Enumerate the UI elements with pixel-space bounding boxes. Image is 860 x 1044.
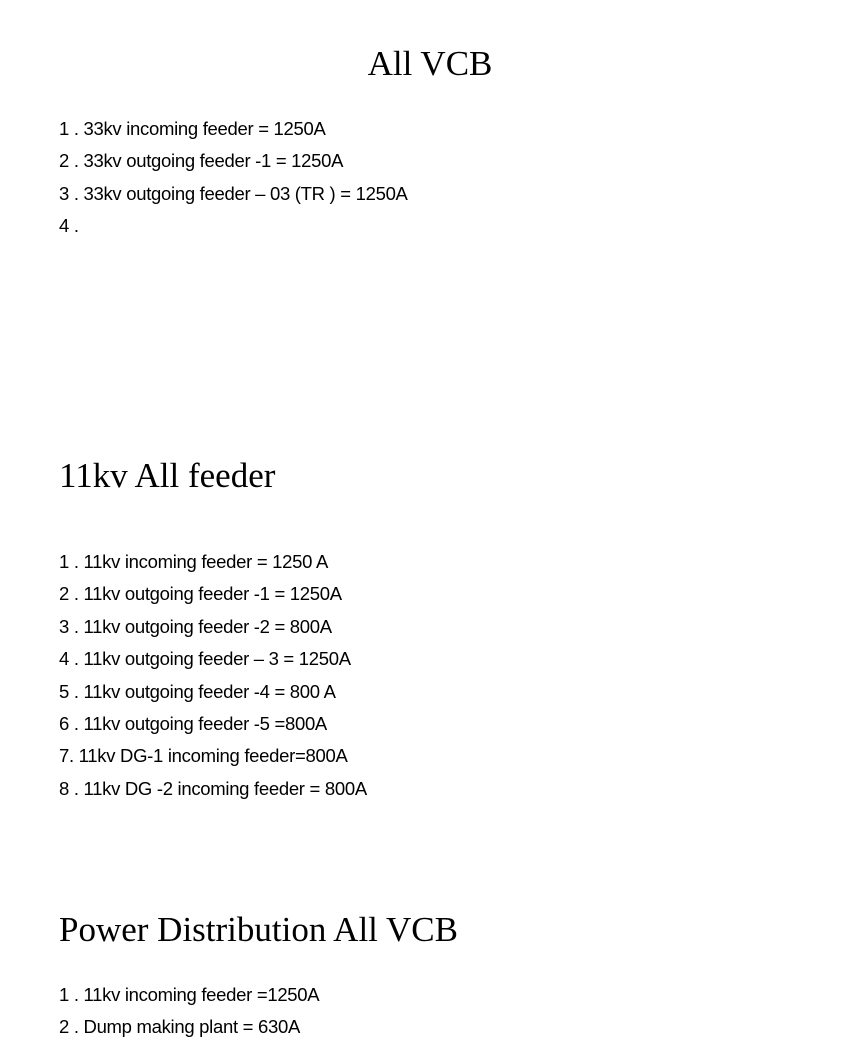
list-item: 7. 11kv DG-1 incoming feeder=800A: [59, 745, 348, 767]
list-item: 2 . Dump making plant = 630A: [59, 1016, 300, 1038]
list-item: 3 . 11kv outgoing feeder -2 = 800A: [59, 615, 332, 637]
power-distribution-list: [59, 979, 319, 1044]
list-item: 8 . 11kv DG -2 incoming feeder = 800A: [59, 777, 367, 799]
all-vcb-list: [59, 113, 408, 243]
section-title-all-vcb: All VCB: [367, 44, 493, 83]
list-item: 1 . 33kv incoming feeder = 1250A: [59, 118, 326, 139]
list-item: 2 . 11kv outgoing feeder -1 = 1250A: [59, 583, 342, 605]
11kv-feeder-list: [59, 546, 367, 805]
list-item: 1 . 11kv incoming feeder = 1250 A: [59, 551, 328, 572]
section-title-11kv-all-feeder: 11kv All feeder: [59, 456, 276, 495]
list-item: 3 . 33kv outgoing feeder – 03 (TR ) = 1250A: [59, 182, 408, 204]
list-item: 4 .: [59, 215, 79, 237]
list-item: 2 . 33kv outgoing feeder -1 = 1250A: [59, 150, 344, 172]
list-item: 4 . 11kv outgoing feeder – 3 = 1250A: [59, 648, 351, 670]
list-item: 5 . 11kv outgoing feeder -4 = 800 A: [59, 680, 336, 702]
list-item: 1 . 11kv incoming feeder =1250A: [59, 984, 320, 1005]
list-item: 6 . 11kv outgoing feeder -5 =800A: [59, 712, 327, 734]
section-title-power-distribution: Power Distribution All VCB: [59, 910, 458, 949]
